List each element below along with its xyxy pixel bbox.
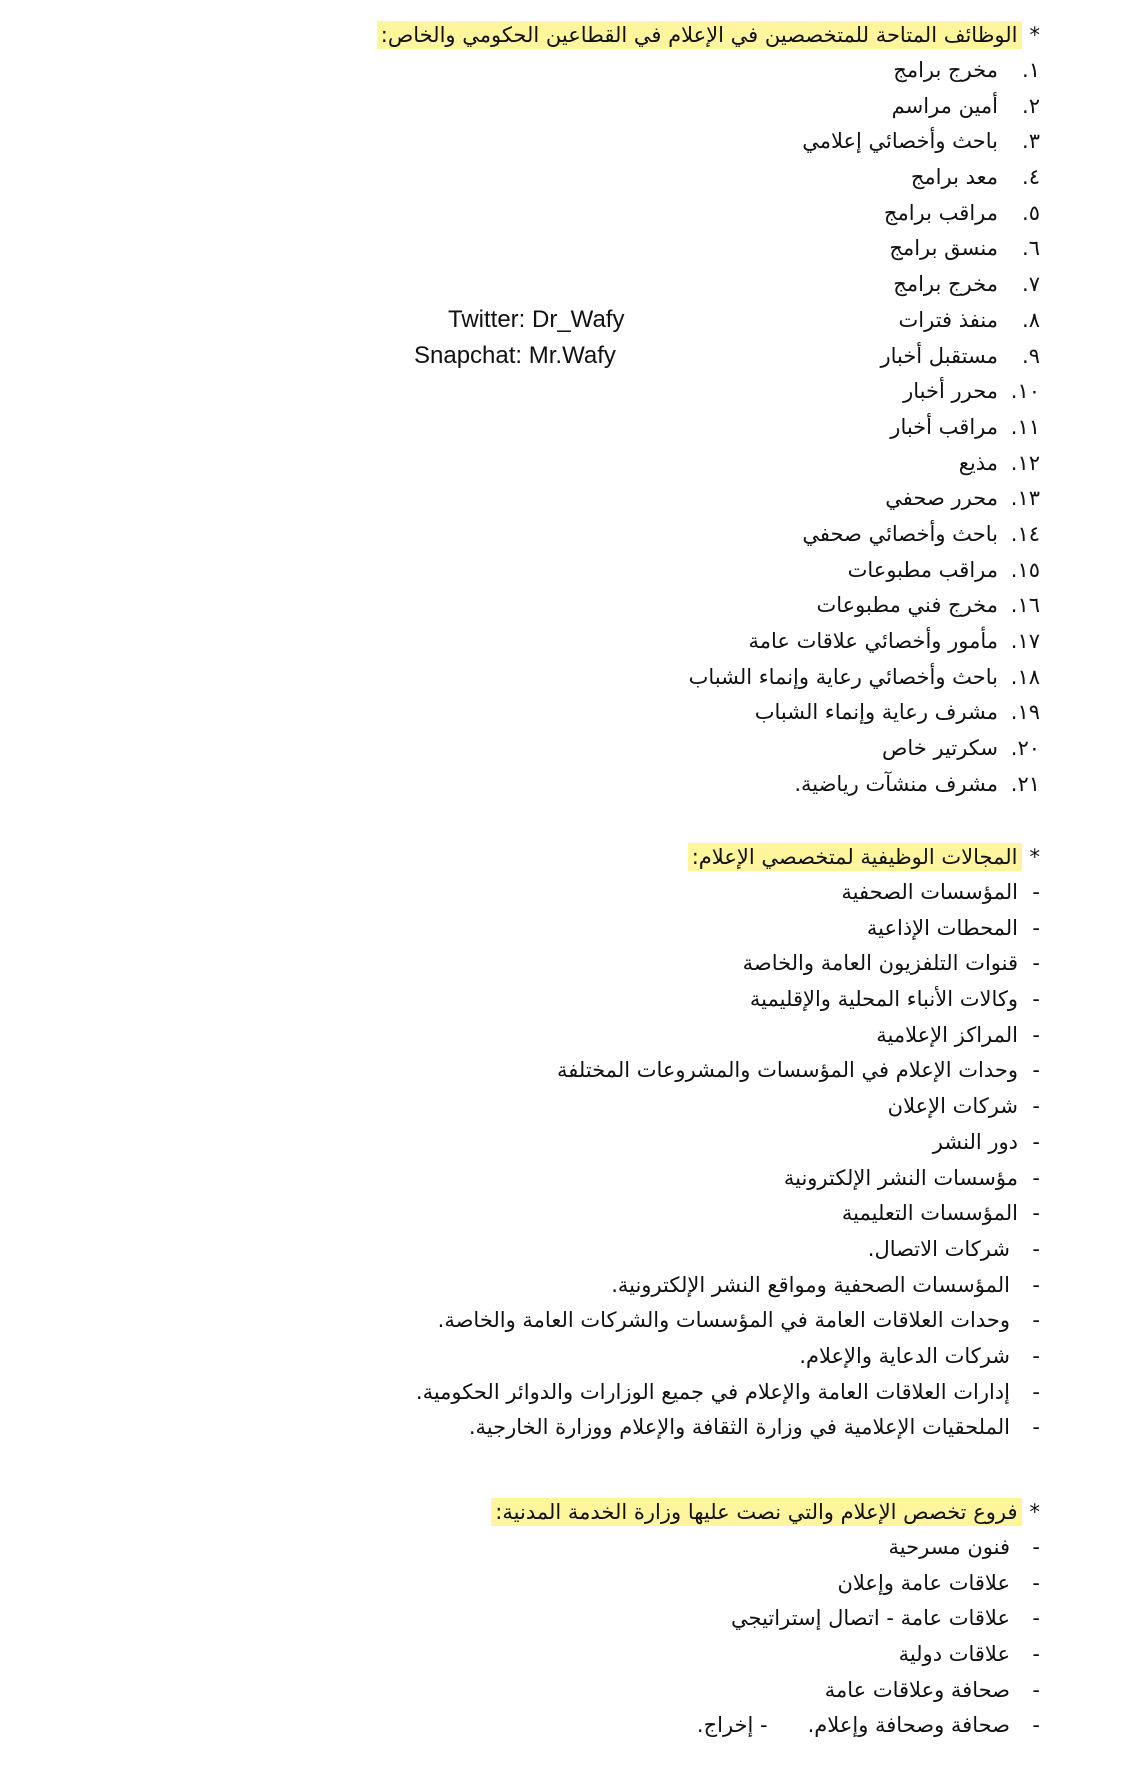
dash-marker: - bbox=[1032, 1713, 1040, 1738]
list-item bbox=[40, 89, 1040, 125]
item-text: معد برامج bbox=[910, 165, 998, 190]
item-text: الملحقيات الإعلامية في وزارة الثقافة والإعلام ووزارة الخارجية. bbox=[468, 1415, 1010, 1440]
dash-marker: - bbox=[1032, 1677, 1040, 1702]
list-item bbox=[40, 231, 1040, 267]
dash-marker: - bbox=[1032, 1272, 1040, 1297]
item-text: صحافة وعلاقات عامة bbox=[824, 1677, 1010, 1702]
section-heading bbox=[40, 840, 1040, 875]
item-number: ٦. bbox=[1022, 236, 1040, 261]
item-text: منفذ فترات bbox=[898, 307, 998, 332]
item-text: المحطات الإذاعية bbox=[866, 915, 1018, 940]
item-number: ١٥. bbox=[1010, 557, 1040, 582]
item-number: ١٦. bbox=[1010, 593, 1040, 618]
list-item bbox=[40, 410, 1040, 446]
list-item bbox=[40, 1566, 1040, 1602]
list-item bbox=[40, 588, 1040, 624]
twitter-handle: Twitter: Dr_Wafy bbox=[448, 306, 625, 333]
dash-marker: - bbox=[1032, 1022, 1040, 1047]
list-item bbox=[40, 1339, 1040, 1375]
dash-marker: - bbox=[1032, 1606, 1040, 1631]
item-text: دور النشر bbox=[932, 1129, 1018, 1154]
list-item bbox=[40, 1125, 1040, 1161]
section-career-fields bbox=[40, 840, 1040, 1446]
section-specialty-branches bbox=[40, 1495, 1040, 1744]
list-item bbox=[40, 446, 1040, 482]
dash-marker: - bbox=[1032, 880, 1040, 904]
list-item bbox=[40, 1303, 1040, 1339]
bullet-asterisk: * bbox=[1029, 23, 1040, 47]
item-text: مذيع bbox=[958, 450, 998, 475]
item-text: مخرج برامج bbox=[893, 58, 998, 82]
list-item bbox=[40, 267, 1040, 303]
item-text: وحدات العلاقات العامة في المؤسسات والشركات العامة والخاصة. bbox=[437, 1308, 1010, 1333]
item-text: شركات الإعلان bbox=[887, 1094, 1018, 1119]
item-number: ٢. bbox=[1022, 93, 1040, 118]
highlighted-heading-text: الوظائف المتاحة للمتخصصين في الإعلام في القطاعين الحكومي والخاص: bbox=[377, 21, 1022, 49]
item-text: علاقات دولية bbox=[898, 1642, 1010, 1667]
list-item bbox=[40, 660, 1040, 696]
item-text: باحث وأخصائي إعلامي bbox=[802, 129, 998, 154]
list-item bbox=[40, 1161, 1040, 1197]
item-number: ١٤. bbox=[1010, 521, 1040, 546]
list-item bbox=[40, 1601, 1040, 1637]
list-item bbox=[40, 1410, 1040, 1446]
item-text: مأمور وأخصائي علاقات عامة bbox=[748, 629, 998, 653]
item-number: ١٠. bbox=[1010, 379, 1040, 404]
list-item bbox=[40, 1232, 1040, 1268]
list-item bbox=[40, 196, 1040, 232]
dash-list bbox=[40, 1530, 1040, 1744]
snapchat-handle: Snapchat: Mr.Wafy bbox=[414, 342, 616, 369]
item-number: ٣. bbox=[1022, 129, 1040, 154]
dash-marker: - bbox=[1032, 1129, 1040, 1154]
item-number: ٢١. bbox=[1010, 771, 1040, 796]
dash-marker: - bbox=[1032, 1236, 1040, 1261]
item-number: ٧. bbox=[1022, 272, 1040, 297]
list-item bbox=[40, 124, 1040, 160]
list-item bbox=[40, 53, 1040, 89]
list-item bbox=[40, 1196, 1040, 1232]
list-item bbox=[40, 695, 1040, 731]
item-number: ١٢. bbox=[1010, 450, 1040, 475]
section-heading bbox=[40, 1495, 1040, 1530]
item-text: منسق برامج bbox=[889, 236, 998, 261]
item-text: المراكز الإعلامية bbox=[876, 1022, 1018, 1047]
item-text: وحدات الإعلام في المؤسسات والمشروعات المختلفة bbox=[556, 1058, 1018, 1083]
dash-marker: - bbox=[1032, 1570, 1040, 1595]
list-item bbox=[40, 517, 1040, 553]
list-item bbox=[40, 1637, 1040, 1673]
item-text: شركات الاتصال. bbox=[867, 1236, 1010, 1261]
list-item bbox=[40, 624, 1040, 660]
dash-marker: - bbox=[1032, 1308, 1040, 1333]
dash-marker: - bbox=[1032, 1415, 1040, 1440]
item-text: قنوات التلفزيون العامة والخاصة bbox=[742, 951, 1018, 976]
item-text: محرر صحفي bbox=[885, 486, 998, 511]
list-item bbox=[40, 1268, 1040, 1304]
item-number: ٥. bbox=[1022, 200, 1040, 225]
item-text: مخرج فني مطبوعات bbox=[816, 593, 998, 618]
dash-marker: - bbox=[1032, 1379, 1040, 1404]
item-text: سكرتير خاص bbox=[882, 736, 998, 761]
item-text: فنون مسرحية bbox=[888, 1535, 1010, 1559]
list-item bbox=[40, 553, 1040, 589]
item-text: باحث وأخصائي رعاية وإنماء الشباب bbox=[688, 664, 998, 689]
item-text: أمين مراسم bbox=[891, 93, 998, 118]
item-number: ١. bbox=[1022, 58, 1040, 82]
item-number: ٨. bbox=[1022, 307, 1040, 332]
dash-marker: - bbox=[1032, 1201, 1040, 1226]
item-text: مراقب برامج bbox=[883, 200, 998, 225]
dash-marker: - bbox=[1032, 1343, 1040, 1368]
dash-marker: - bbox=[1032, 987, 1040, 1012]
dash-marker: - bbox=[1032, 1165, 1040, 1190]
highlighted-heading-text: المجالات الوظيفية لمتخصصي الإعلام: bbox=[688, 843, 1022, 871]
dash-marker: - bbox=[1032, 1642, 1040, 1667]
item-text: المؤسسات الصحفية bbox=[841, 880, 1018, 904]
item-number: ١٧. bbox=[1010, 629, 1040, 653]
list-item bbox=[40, 1053, 1040, 1089]
item-number: ١٣. bbox=[1010, 486, 1040, 511]
dash-list bbox=[40, 875, 1040, 1446]
item-text: باحث وأخصائي صحفي bbox=[802, 521, 998, 546]
item-extra-text: - إخراج. bbox=[696, 1713, 768, 1738]
item-text: مؤسسات النشر الإلكترونية bbox=[783, 1165, 1018, 1190]
section-heading bbox=[40, 18, 1040, 53]
item-text: علاقات عامة وإعلان bbox=[837, 1570, 1010, 1595]
item-text: وكالات الأنباء المحلية والإقليمية bbox=[749, 987, 1018, 1012]
item-text: مراقب مطبوعات bbox=[847, 557, 998, 582]
item-text: مشرف منشآت رياضية. bbox=[794, 771, 998, 796]
section-media-jobs bbox=[40, 18, 1040, 802]
numbered-list bbox=[40, 53, 1040, 802]
list-item bbox=[40, 982, 1040, 1018]
list-item bbox=[40, 946, 1040, 982]
list-item bbox=[40, 1673, 1040, 1709]
item-text: علاقات عامة - اتصال إستراتيجي bbox=[731, 1606, 1010, 1631]
bullet-asterisk: * bbox=[1029, 845, 1040, 869]
list-item bbox=[40, 160, 1040, 196]
item-number: ٢٠. bbox=[1010, 736, 1040, 761]
list-item bbox=[40, 911, 1040, 947]
item-text: صحافة وصحافة وإعلام. bbox=[807, 1713, 1010, 1738]
item-text: مراقب أخبار bbox=[890, 414, 998, 439]
item-text: شركات الدعاية والإعلام. bbox=[799, 1343, 1010, 1368]
list-item bbox=[40, 1375, 1040, 1411]
item-number: ١١. bbox=[1010, 414, 1040, 439]
item-text: مخرج برامج bbox=[893, 272, 998, 297]
dash-marker: - bbox=[1032, 915, 1040, 940]
list-item bbox=[40, 1530, 1040, 1566]
highlighted-heading-text: فروع تخصص الإعلام والتي نصت عليها وزارة الخدمة المدنية: bbox=[491, 1498, 1021, 1526]
item-number: ١٩. bbox=[1010, 700, 1040, 725]
list-item bbox=[40, 1018, 1040, 1054]
item-text: المؤسسات الصحفية ومواقع النشر الإلكترونية. bbox=[611, 1272, 1010, 1297]
list-item bbox=[40, 731, 1040, 767]
dash-marker: - bbox=[1032, 1535, 1040, 1559]
item-number: ٩. bbox=[1022, 343, 1040, 368]
dash-marker: - bbox=[1032, 951, 1040, 976]
list-item bbox=[40, 481, 1040, 517]
list-item bbox=[40, 1708, 1040, 1744]
item-number: ٤. bbox=[1022, 165, 1040, 190]
item-text: مشرف رعاية وإنماء الشباب bbox=[754, 700, 998, 725]
list-item bbox=[40, 1089, 1040, 1125]
item-number: ١٨. bbox=[1010, 664, 1040, 689]
dash-marker: - bbox=[1032, 1094, 1040, 1119]
item-text: مستقبل أخبار bbox=[880, 343, 998, 368]
dash-marker: - bbox=[1032, 1058, 1040, 1083]
list-item bbox=[40, 875, 1040, 911]
item-text: إدارات العلاقات العامة والإعلام في جميع الوزارات والدوائر الحكومية. bbox=[415, 1379, 1010, 1404]
bullet-asterisk: * bbox=[1029, 1500, 1040, 1524]
item-text: المؤسسات التعليمية bbox=[841, 1201, 1018, 1226]
list-item bbox=[40, 767, 1040, 803]
item-text: محرر أخبار bbox=[903, 379, 998, 404]
list-item bbox=[40, 374, 1040, 410]
